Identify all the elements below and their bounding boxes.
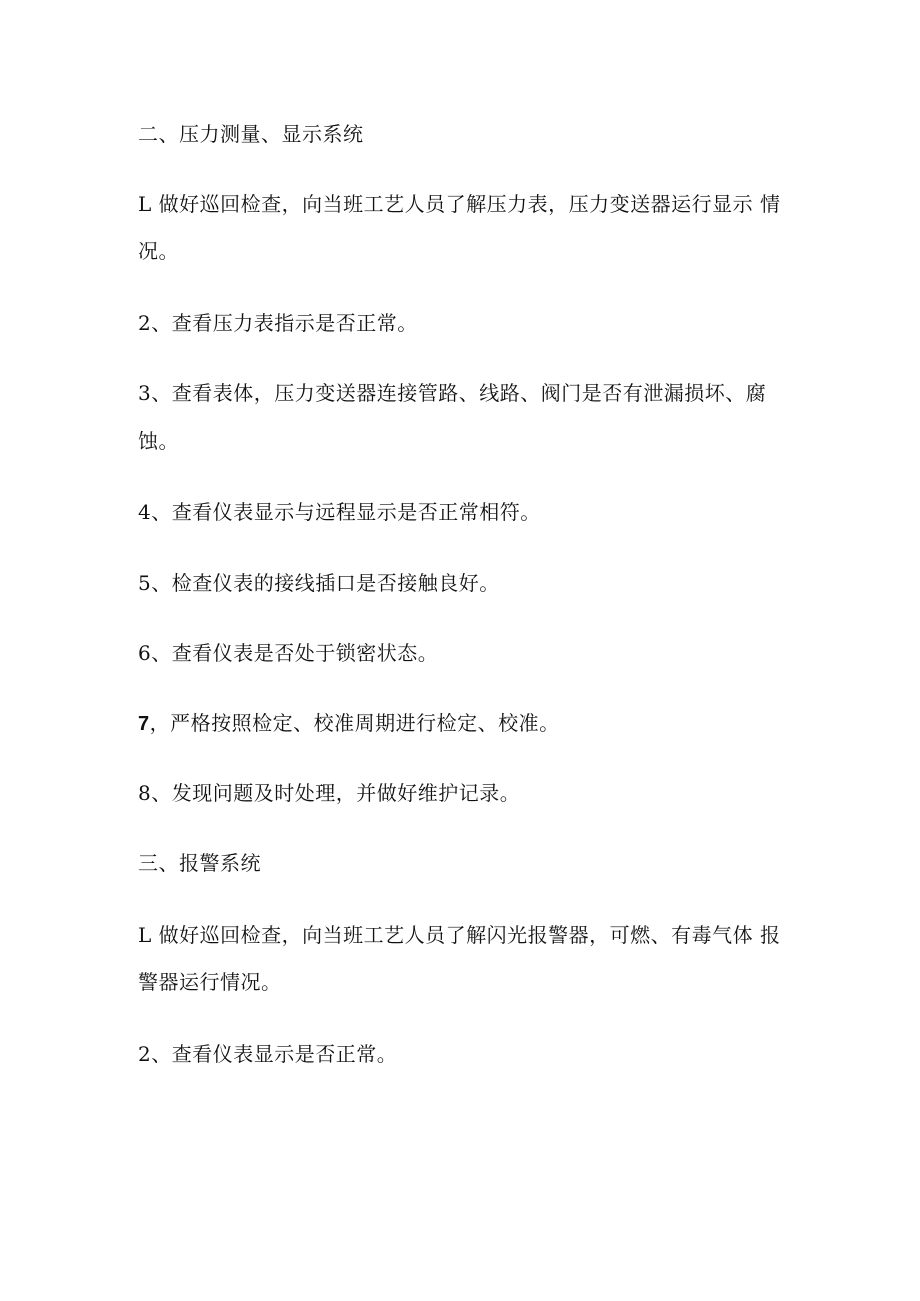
list-item-5 <box>138 570 788 596</box>
item-separator: 、 <box>151 1042 172 1066</box>
item-text: 查看仪表显示与远程显示是否正常相符。 <box>171 500 541 524</box>
item-number: 6 <box>138 641 152 665</box>
item-number: 7 <box>138 713 150 735</box>
item-text: 查看压力表指示是否正常。 <box>171 311 418 335</box>
item-text: 做好巡回检查，向当班工艺人员了解闪光报警器，可燃、有毒气体 报 <box>158 923 781 947</box>
list-item-4 <box>138 499 788 525</box>
list-item-3-line-1 <box>138 380 788 406</box>
alarm-item-1-line-1 <box>138 922 788 948</box>
item-number: 5 <box>138 571 152 595</box>
item-separator: ， <box>149 711 171 735</box>
item-number: 4 <box>138 500 152 524</box>
list-item-3-line-2: 蚀。 <box>138 429 179 453</box>
section-heading-alarm: 三、报警系统 <box>138 851 261 875</box>
item-number: L <box>138 192 152 216</box>
item-number: 3 <box>138 381 152 405</box>
item-separator <box>152 923 159 947</box>
list-item-2 <box>138 310 788 336</box>
item-separator: 、 <box>151 641 172 665</box>
item-number: 2 <box>138 1042 152 1066</box>
alarm-item-2 <box>138 1041 788 1067</box>
item-number: 2 <box>138 311 152 335</box>
item-number: L <box>138 923 152 947</box>
alarm-item-1-line-2: 警器运行情况。 <box>138 970 282 994</box>
list-item-7 <box>138 710 788 737</box>
item-separator: 、 <box>151 571 172 595</box>
item-text: 查看表体，压力变送器连接管路、线路、阀门是否有泄漏损坏、腐 <box>171 381 767 405</box>
item-text: 严格按照检定、校准周期进行检定、校准。 <box>170 711 560 735</box>
item-separator <box>152 192 159 216</box>
item-text: 发现问题及时处理，并做好维护记录。 <box>171 781 521 805</box>
list-item-8 <box>138 780 788 806</box>
item-separator: 、 <box>151 781 172 805</box>
item-number: 8 <box>138 781 152 805</box>
item-text: 检查仪表的接线插口是否接触良好。 <box>171 571 500 595</box>
item-separator: 、 <box>151 311 172 335</box>
item-text: 查看仪表是否处于锁密状态。 <box>171 641 439 665</box>
list-item-1-line-1 <box>138 191 788 217</box>
section-heading-pressure: 二、压力测量、显示系统 <box>138 122 364 146</box>
list-item-6 <box>138 640 788 666</box>
item-text: 做好巡回检查，向当班工艺人员了解压力表，压力变送器运行显示 情 <box>158 192 781 216</box>
item-separator: 、 <box>151 500 172 524</box>
item-separator: 、 <box>151 381 172 405</box>
item-text: 查看仪表显示是否正常。 <box>171 1042 398 1066</box>
list-item-1-line-2: 况。 <box>138 239 179 263</box>
